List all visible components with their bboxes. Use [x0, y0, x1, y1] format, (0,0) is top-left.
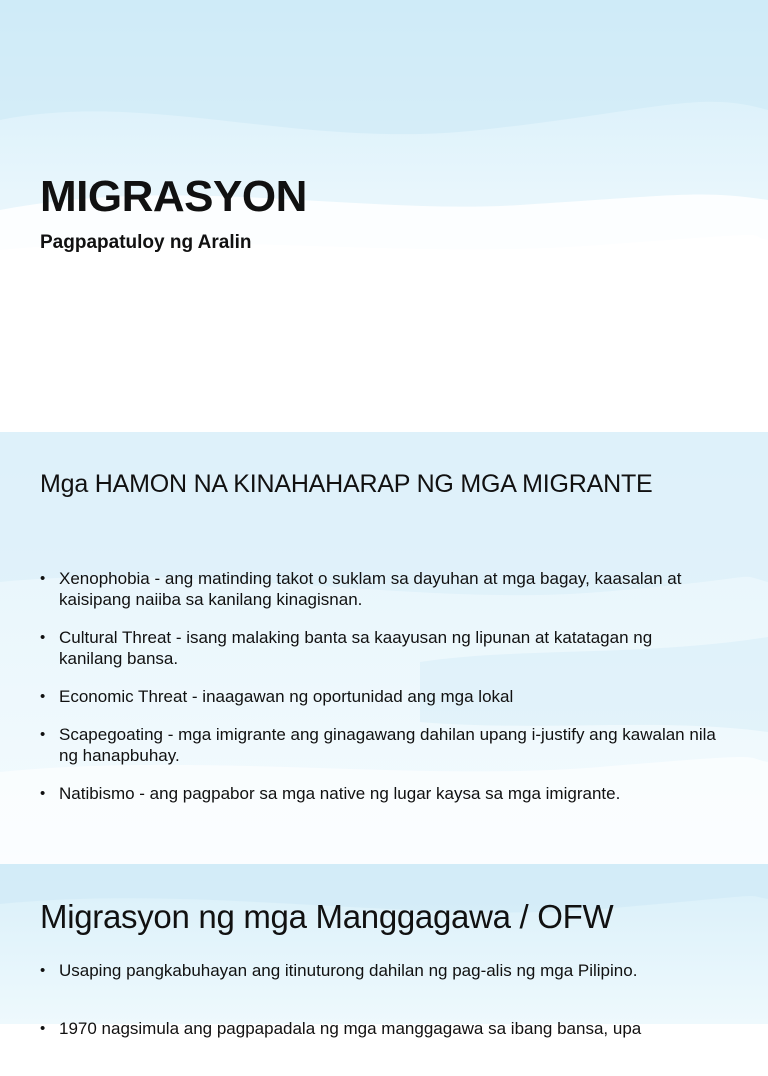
bullet-icon: • [40, 962, 46, 979]
title-slide [0, 0, 768, 432]
bullet-icon: • [40, 1020, 46, 1037]
bullet-icon: • [40, 570, 46, 587]
slide-title: Migrasyon ng mga Manggagawa / OFW [40, 898, 614, 935]
bullet-list [40, 960, 740, 1076]
list-item: • Scapegoating - mga imigrante ang ginagawang dahilan upang i-justify ang kawalan nila ng hanapbuhay. [40, 725, 716, 765]
list-item: • 1970 nagsimula ang pagpapadala ng mga manggagawa sa ibang bansa, upa [40, 1019, 642, 1038]
slide-subtitle: Pagpapatuloy ng Aralin [40, 232, 252, 253]
slide-title: Mga HAMON NA KINAHAHARAP NG MGA MIGRANTE [40, 470, 653, 498]
bullet-icon: • [40, 688, 46, 705]
bullet-list [40, 568, 720, 821]
list-item: • Cultural Threat - isang malaking banta sa kaayusan ng lipunan at katatagan ng kanilang bansa. [40, 628, 653, 668]
challenges-slide [0, 432, 768, 864]
ofw-slide [0, 864, 768, 1038]
list-item: • Usaping pangkabuhayan ang itinuturong dahilan ng pag-alis ng mga Pilipino. [40, 961, 638, 980]
list-item: • Natibismo - ang pagpabor sa mga native ng lugar kaysa sa mga imigrante. [40, 784, 621, 803]
bullet-icon: • [40, 629, 46, 646]
slide-title: MIGRASYON [40, 172, 307, 221]
bullet-icon: • [40, 726, 46, 743]
bullet-icon: • [40, 785, 46, 802]
list-item: • Xenophobia - ang matinding takot o suklam sa dayuhan at mga bagay, kaasalan at kaisipang naiiba sa kanilang kinagisnan. [40, 569, 682, 609]
list-item: • Economic Threat - inaagawan ng oportunidad ang mga lokal [40, 687, 514, 706]
